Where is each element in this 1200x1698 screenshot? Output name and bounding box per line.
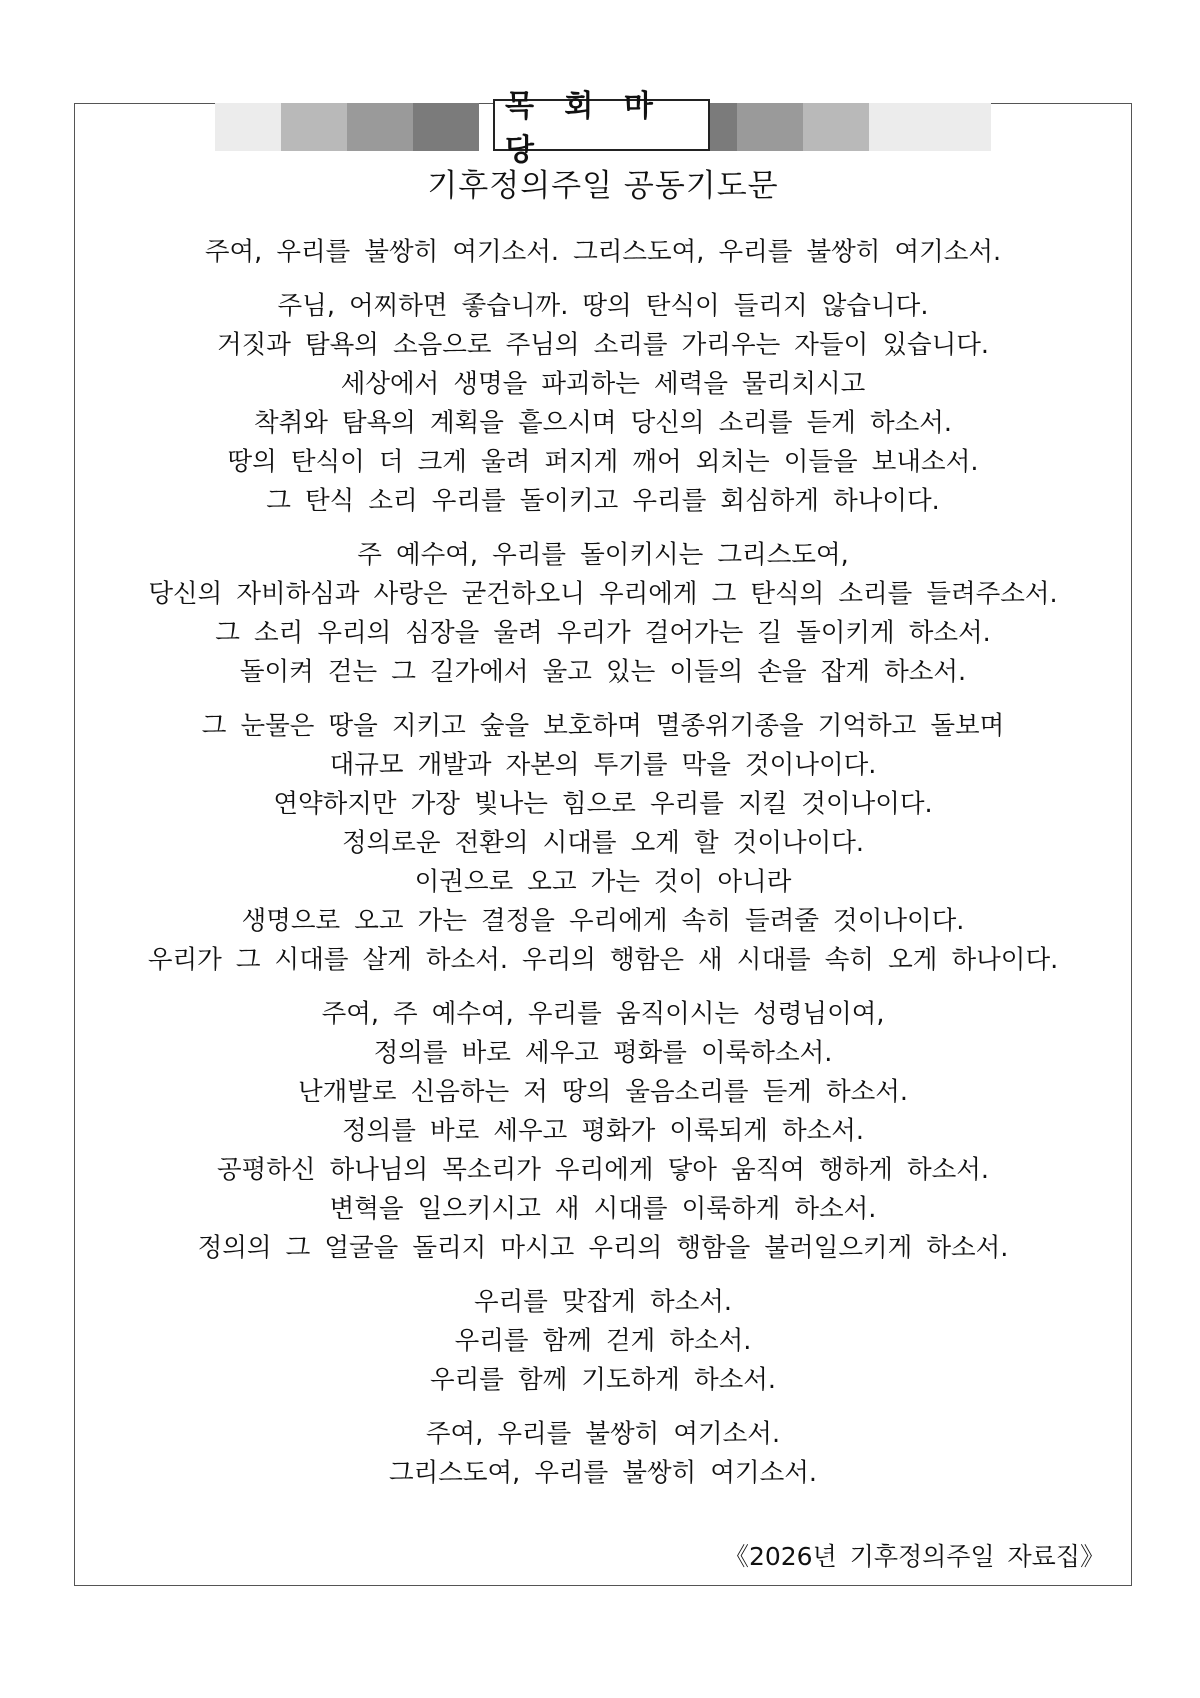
prayer-line: 우리를 맞잡게 하소서. <box>473 1287 732 1317</box>
prayer-line: 정의를 바로 세우고 평화가 이룩되게 하소서. <box>341 1116 865 1146</box>
prayer-line: 착취와 탐욕의 계획을 흩으시며 당신의 소리를 듣게 하소서. <box>253 408 953 438</box>
prayer-stanza <box>74 995 1132 1268</box>
document-title: 기후정의주일 공동기도문 <box>427 168 779 204</box>
prayer-line: 그 탄식 소리 우리를 돌이키고 우리를 회심하게 하나이다. <box>266 486 940 516</box>
section-title: 목 회 마 당 <box>505 89 663 168</box>
prayer-line: 연약하지만 가장 빛나는 힘으로 우리를 지킬 것이나이다. <box>273 789 933 819</box>
section-title-box <box>493 89 710 168</box>
prayer-stanza <box>74 1283 1132 1400</box>
prayer-stanza <box>74 233 1132 272</box>
prayer-line: 당신의 자비하심과 사랑은 굳건하오니 우리에게 그 탄식의 소리를 들려주소서. <box>148 579 1058 609</box>
prayer-stanza <box>74 287 1132 521</box>
prayer-line: 주여, 주 예수여, 우리를 움직이시는 성령님이여, <box>321 999 885 1029</box>
band-segment <box>803 103 869 151</box>
prayer-line: 공평하신 하나님의 목소리가 우리에게 닿아 움직여 행하게 하소서. <box>217 1155 989 1185</box>
prayer-line: 주여, 우리를 불쌍히 여기소서. 그리스도여, 우리를 불쌍히 여기소서. <box>204 237 1002 267</box>
prayer-line: 우리를 함께 기도하게 하소서. <box>429 1365 777 1395</box>
prayer-line: 그리스도여, 우리를 불쌍히 여기소서. <box>388 1458 818 1488</box>
band-segment <box>737 103 803 151</box>
prayer-line: 정의의 그 얼굴을 돌리지 마시고 우리의 행함을 불러일으키게 하소서. <box>197 1233 1009 1263</box>
prayer-line: 대규모 개발과 자본의 투기를 막을 것이나이다. <box>329 750 877 780</box>
prayer-line: 주님, 어찌하면 좋습니까. 땅의 탄식이 들리지 않습니다. <box>277 291 929 321</box>
prayer-stanza <box>74 1415 1132 1493</box>
prayer-stanza <box>74 707 1132 980</box>
prayer-line: 우리가 그 시대를 살게 하소서. 우리의 행함은 새 시대를 속히 오게 하나이다. <box>147 945 1059 975</box>
band-segment <box>215 103 281 151</box>
band-segment <box>347 103 413 151</box>
prayer-line: 난개발로 신음하는 저 땅의 울음소리를 듣게 하소서. <box>297 1077 909 1107</box>
prayer-line: 돌이켜 걷는 그 길가에서 울고 있는 이들의 손을 잡게 하소서. <box>239 657 967 687</box>
prayer-stanza <box>74 536 1132 692</box>
band-segment <box>281 103 347 151</box>
prayer-line: 그 눈물은 땅을 지키고 숲을 보호하며 멸종위기종을 기억하고 돌보며 <box>201 711 1005 741</box>
prayer-line: 생명으로 오고 가는 결정을 우리에게 속히 들려줄 것이나이다. <box>241 906 965 936</box>
prayer-line: 주여, 우리를 불쌍히 여기소서. <box>425 1419 781 1449</box>
prayer-line: 땅의 탄식이 더 크게 울려 퍼지게 깨어 외치는 이들을 보내소서. <box>227 447 979 477</box>
source-citation: 《2026년 기후정의주일 자료집》 <box>723 1542 1105 1571</box>
prayer-line: 변혁을 일으키시고 새 시대를 이룩하게 하소서. <box>329 1194 877 1224</box>
band-segment <box>869 103 991 151</box>
prayer-line: 그 소리 우리의 심장을 울려 우리가 걸어가는 길 돌이키게 하소서. <box>215 618 991 648</box>
prayer-body <box>74 233 1132 1508</box>
prayer-line: 이권으로 오고 가는 것이 아니라 <box>414 867 792 897</box>
band-segment <box>413 103 479 151</box>
prayer-line: 정의로운 전환의 시대를 오게 할 것이나이다. <box>341 828 865 858</box>
prayer-line: 거짓과 탐욕의 소음으로 주님의 소리를 가리우는 자들이 있습니다. <box>217 330 989 360</box>
prayer-line: 세상에서 생명을 파괴하는 세력을 물리치시고 <box>340 369 866 399</box>
prayer-line: 정의를 바로 세우고 평화를 이룩하소서. <box>373 1038 833 1068</box>
prayer-line: 주 예수여, 우리를 돌이키시는 그리스도여, <box>357 540 849 570</box>
prayer-line: 우리를 함께 걷게 하소서. <box>454 1326 752 1356</box>
